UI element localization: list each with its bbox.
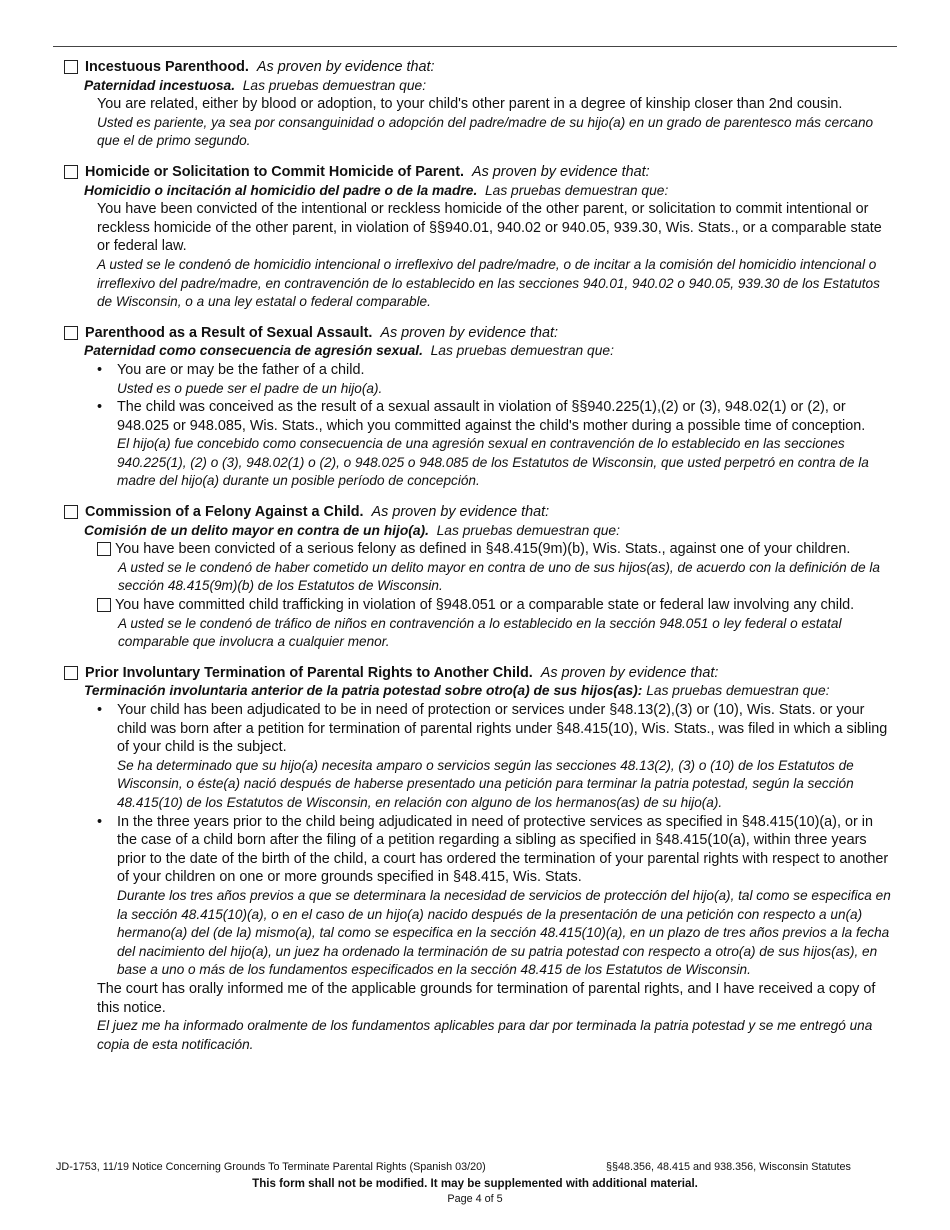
option-text-es: A usted se le condenó de tráfico de niños en contravención a lo establecido en la sección 948.051 o ley federal o estatal comparable que involucra a cualquier menor. [118,615,842,650]
list-item [62,361,892,398]
evidence-label: As proven by evidence that: [540,664,719,681]
evidence-label: As proven by evidence that: [380,324,558,341]
prior-tpr-checkbox[interactable] [64,666,78,680]
form-content [62,58,892,1066]
list-item [62,813,892,980]
section-title: Homicide or Solicitation to Commit Homicide of Parent. [85,163,464,180]
closing-statement: The court has orally informed me of the applicable grounds for termination of parental rights, and I have received a copy of this notice. [97,980,876,1016]
bullet-text: The child was conceived as the result of a sexual assault in violation of §§940.225(1),(2) or (3), 948.02(1) or (2), or 948.025 or 948.085, Wis. Stats., which you committed against the child's mother during a possible time of conception. [117,399,866,434]
page-number: Page 4 of 5 [447,1193,503,1205]
list-item [62,701,892,813]
section-body-es: Usted es pariente, ya sea por consanguinidad o adopción del padre/madre de su hijo(a) en un grado de parentesco más cercano que el de primo segundo. [97,114,874,149]
bullet-text: In the three years prior to the child being adjudicated in need of protective services as specified in §48.415(10)(a), or in the case of a child born after the filing of a petition regarding a sibling as specified in §48.415(10(a), within three years prior to the date of the birth of the child, a court has ordered the termination of your parental rights with respect to another of your children on one or more grounds specified in §48.415, Wis. Stats. [117,813,889,886]
section-incestuous-parenthood [62,58,892,151]
evidence-label-es: Las pruebas demuestran que: [436,522,620,538]
section-body-es: A usted se le condenó de homicidio intencional o irreflexivo del padre/madre, o de incitar a la comisión del homicidio intencional o irreflexivo del padre/madre, en contravención de lo establecido en las secciones 940.01, 940.02 o 940.05, 939.30 de los Estatutos de Wisconsin, o a una ley estatal o federal comparable. [97,256,880,310]
section-title: Parenthood as a Result of Sexual Assault. [85,324,373,341]
bullet-text: You are or may be the father of a child. [117,361,365,378]
evidence-label-es: Las pruebas demuestran que: [242,77,427,93]
felony-option-serious-felony [62,540,892,559]
section-title-es: Paternidad incestuosa. [84,77,236,93]
serious-felony-checkbox[interactable] [97,542,111,556]
evidence-label: As proven by evidence that: [256,59,435,75]
section-title-es: Homicidio o incitación al homicidio del padre o de la madre. [84,182,478,198]
evidence-label-es: Las pruebas demuestran que: [430,343,614,359]
bullet-text-es: Usted es o puede ser el padre de un hijo(a). [117,380,383,396]
evidence-label-es: Las pruebas demuestran que: [646,683,830,699]
statutes-reference: §§48.356, 48.415 and 938.356, Wisconsin Statutes [606,1161,851,1173]
homicide-checkbox[interactable] [64,165,78,179]
evidence-label: As proven by evidence that: [371,504,550,521]
form-id: JD-1753, 11/19 Notice Concerning Grounds To Terminate Parental Rights (Spanish 03/20) [56,1161,486,1173]
option-text: You have committed child trafficking in violation of §948.051 or a comparable state or federal law involving any child. [115,597,855,614]
section-prior-involuntary-tpr [62,664,892,1054]
modification-notice: This form shall not be modified. It may be supplemented with additional material. [252,1177,698,1190]
bullet-text: Your child has been adjudicated to be in need of protection or services under §48.13(2),(3) or (10), Wis. Stats. or your child was born after a petition for termination of parental rights under §48.415(10), Wis. Stats., was filed in which a sibling of your child is the subject. [117,702,888,756]
section-felony-against-child [62,503,892,652]
felony-checkbox[interactable] [64,505,78,519]
section-title-es: Comisión de un delito mayor en contra de un hijo(a). [84,522,429,538]
bullet-text-es: El hijo(a) fue concebido como consecuencia de una agresión sexual en contravención de lo establecido en las secciones 940.225(1), (2) o (3), 948.02(1) o (2), o 948.025 o 948.085 de los Estatutos de Wisconsin, que usted perpetró en contra de la madre del hijo(a) durante un posible período de concepción. [117,436,869,489]
section-title: Incestuous Parenthood. [85,59,249,75]
section-sexual-assault [62,324,892,491]
evidence-label: As proven by evidence that: [472,163,650,180]
incestuous-parenthood-checkbox[interactable] [64,60,78,74]
bullet-icon: • [97,361,103,378]
sexual-assault-checkbox[interactable] [64,326,78,340]
bullet-icon: • [97,399,103,416]
bullet-icon: • [97,813,103,830]
section-title: Commission of a Felony Against a Child. [85,504,364,521]
section-title-es: Paternidad como consecuencia de agresión sexual. [84,343,423,359]
bullet-text-es: Se ha determinado que su hijo(a) necesita amparo o servicios según las secciones 48.13(2), (3) o (10) de los Estatutos de Wisconsin, o éste(a) nació después de haberse presentado una petición para terminar la patria potestad, según la sección 48.415(10) de los Estatutos de Wisconsin, en relación con alguno de los hermanos(as) de su hijo(a). [117,757,854,810]
list-item [62,398,892,491]
section-title-es: Terminación involuntaria anterior de la patria potestad sobre otro(a) de sus hijos(as): [84,683,643,699]
section-body: You have been convicted of the intentional or reckless homicide of the other parent, or solicitation to commit intentional or reckless homicide of the other parent, in violation of §§940.01, 940.02 or 940.05, 939.30, Wis. Stats., or a comparable state or federal law. [97,201,882,255]
evidence-label-es: Las pruebas demuestran que: [484,182,669,198]
bullet-icon: • [97,702,103,718]
option-text: You have been convicted of a serious felony as defined in §48.415(9m)(b), Wis. Stats., against one of your children. [115,541,851,558]
bullet-text-es: Durante los tres años previos a que se determinara la necesidad de servicios de protección del hijo(a), tal como se especifica en la sección 48.415(10)(a), o en el caso de un hijo(a) nacido después de la presentación de una petición con respecto a un(a) hermano(a) del (de la) mismo(a), tal como se especifica en la sección 48.415(10)(a), en un plazo de tres años previos a la fecha del nacimiento del hijo(a), un juez ha ordenado la terminación de su patria potestad con respecto a otro(a) de sus hijos(as), en base a uno o más de los fundamentos especificados en la sección 48.415 de los Estatutos de Wisconsin. [117,887,891,978]
closing-statement-es: El juez me ha informado oralmente de los fundamentos aplicables para dar por terminada la patria potestad y se me entregó una copia de esta notificación. [97,1018,873,1052]
felony-option-child-trafficking [62,596,892,615]
section-body: You are related, either by blood or adoption, to your child's other parent in a degree of kinship closer than 2nd cousin. [97,96,843,113]
child-trafficking-checkbox[interactable] [97,598,111,612]
top-rule [53,46,897,47]
section-homicide [62,163,892,312]
section-title: Prior Involuntary Termination of Parental Rights to Another Child. [85,664,533,681]
option-text-es: A usted se le condenó de haber cometido un delito mayor en contra de uno de sus hijos(as), de acuerdo con la definición de la sección 48.415(9m)(b) de los Estatutos de Wisconsin. [118,559,880,594]
